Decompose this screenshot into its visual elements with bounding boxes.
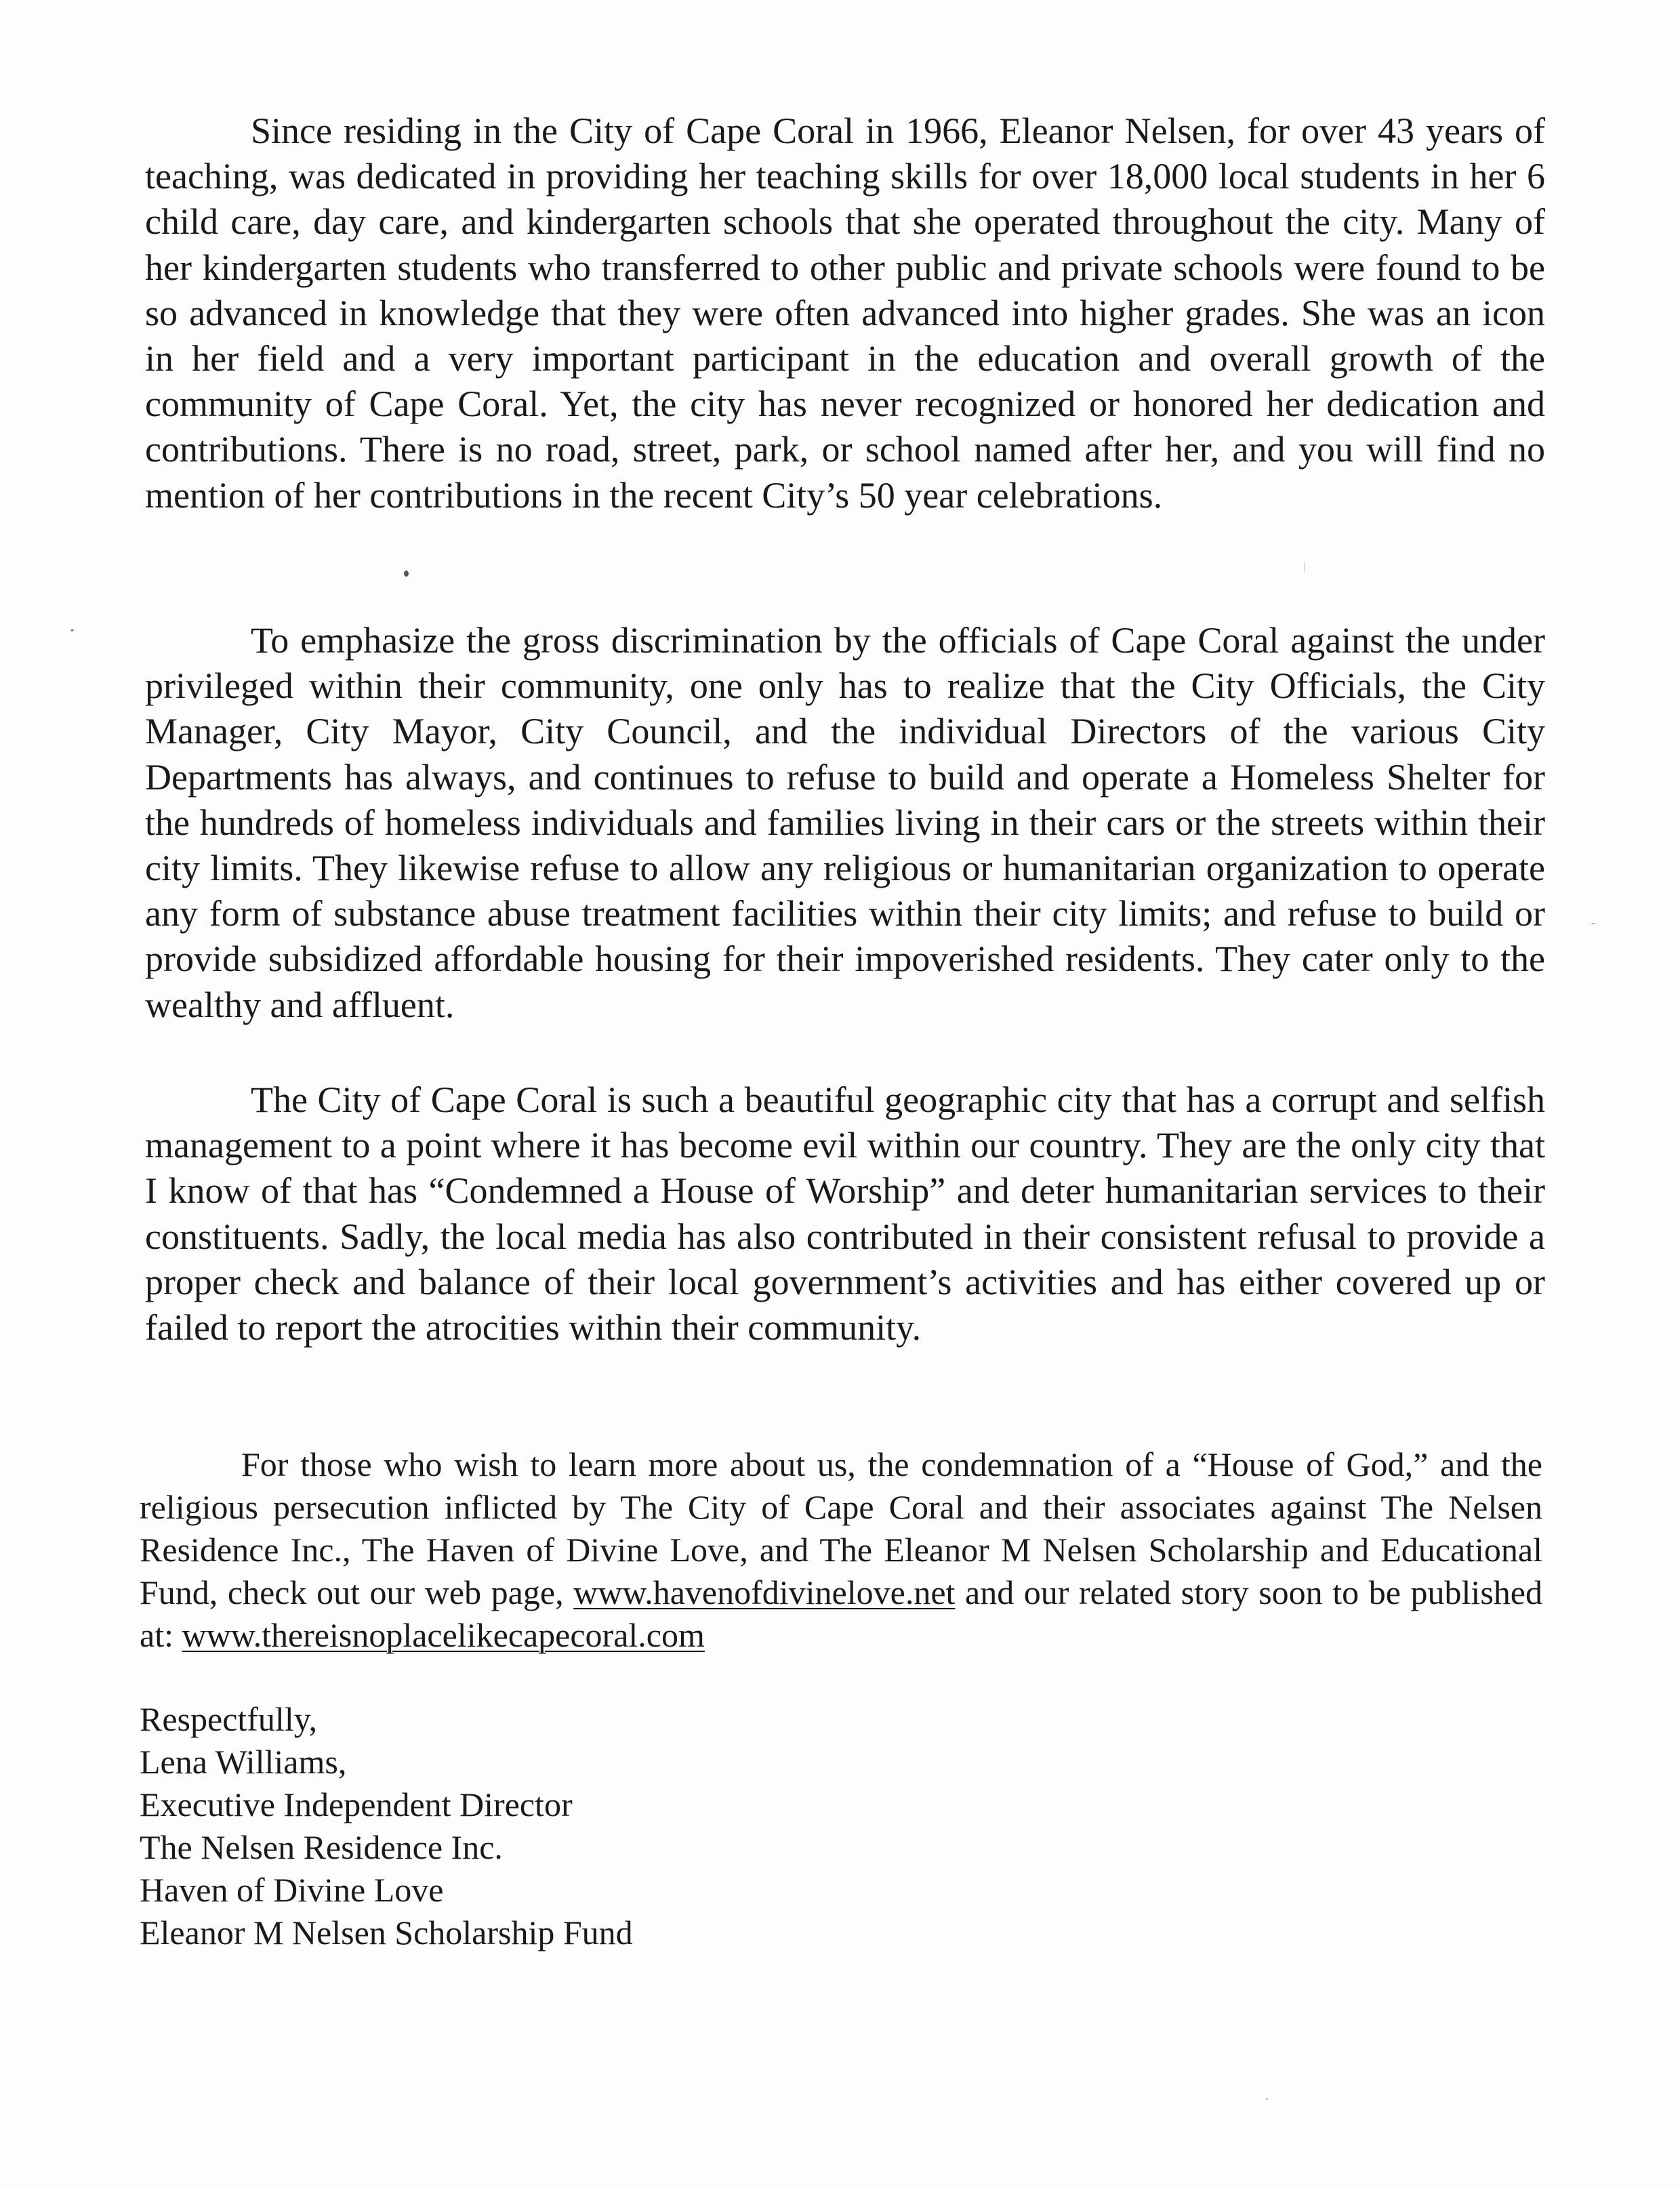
paragraph-eleanor-nelsen: Since residing in the City of Cape Coral in 1966, Eleanor Nelsen, for over 43 years of teaching, was dedicated in providing her teaching skills for over 18,000 local students in her 6 child care, day care, and kindergarten schools that she operated throughout the city. Many of her kindergarten students who transferred to other public and private schools were found to be so advanced in knowledge that they were often advanced into higher grades. She was an icon in her field and a very important participant in the education and overall growth of the community of Cape Coral. Yet, the city has never recognized or honored her dedication and contributions. There is no road, street, park, or school named after her, and you will find no mention of her contributions in the recent City’s 50 year celebrations. (145, 110, 1545, 516)
story-website-link[interactable]: www.thereisnoplacelikecapecoral.com (182, 1616, 705, 1654)
scan-speck (1591, 923, 1595, 924)
scan-speck (1304, 562, 1305, 573)
scan-speck (70, 629, 74, 632)
learn-more-intro: For those who wish to learn more about us, the condemnation of a “House of God,” and the religious persecution inflicted by The City of Cape Coral and their associates against The Nelsen Residence Inc., The Haven of Divine Love, and The Eleanor M Nelsen Scholarship and Educational Fund, check out our web page, (140, 1445, 1542, 1611)
scan-speck (1266, 2098, 1268, 2100)
paragraph-city-management: The City of Cape Coral is such a beautiful geographic city that has a corrupt and selfish management to a point where it has become evil within our country. They are the only city that I know of that has “Condemned a House of Worship” and deter humanitarian services to their constituents. Sadly, the local media has also contributed in their consistent refusal to provide a proper check and balance of their local government’s activities and has either covered up or failed to report the atrocities within their community. (145, 1079, 1545, 1348)
signature-org-2: Haven of Divine Love (140, 1871, 444, 1909)
haven-website-link[interactable]: www.havenofdivinelove.net (573, 1573, 956, 1611)
signature-title: Executive Independent Director (140, 1786, 573, 1823)
scan-speck (404, 571, 409, 577)
learn-more-middle: and our related story soon to be published at: (140, 1573, 1542, 1654)
paragraph-discrimination: To emphasize the gross discrimination by the officials of Cape Coral against the under privileged within their community, one only has to realize that the City Officials, the City Manager, City Mayor, City Council, and the individual Directors of the various City Departments has always, and continues to refuse to build and operate a Homeless Shelter for the hundreds of homeless individuals and families living in their cars or the streets within their city limits. They likewise refuse to allow any religious or humanitarian organization to operate any form of substance abuse treatment facilities within their city limits; and refuse to build or provide subsidized affordable housing for their impoverished residents. They cater only to the wealthy and affluent. (145, 620, 1545, 1025)
paragraph-learn-more (140, 1443, 1542, 1657)
signature-org-1: The Nelsen Residence Inc. (140, 1828, 503, 1866)
signature-org-3: Eleanor M Nelsen Scholarship Fund (140, 1914, 633, 1952)
signature-block (140, 1698, 633, 1954)
signature-name: Lena Williams, (140, 1743, 347, 1781)
signature-closing: Respectfully, (140, 1700, 317, 1738)
